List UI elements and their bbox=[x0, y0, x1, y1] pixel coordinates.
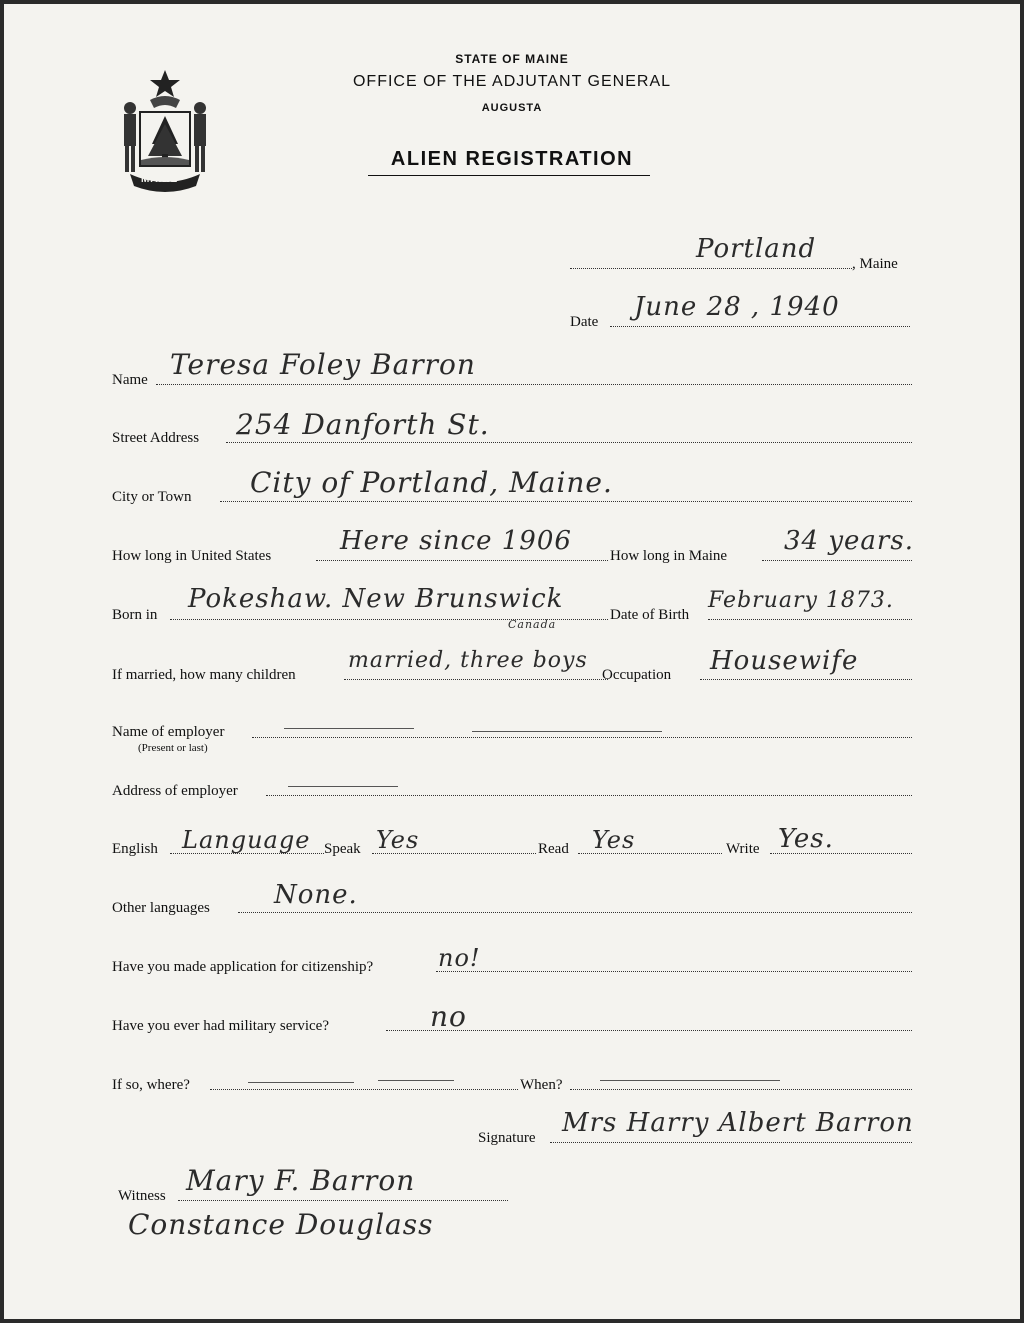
employer-name-dash-1 bbox=[284, 728, 414, 729]
name-line bbox=[156, 384, 912, 385]
read-value[interactable]: Yes bbox=[592, 826, 636, 854]
city-town-line bbox=[220, 501, 912, 502]
date-value[interactable]: June 28 , 1940 bbox=[634, 292, 840, 322]
born-in-value[interactable]: Pokeshaw. New Brunswick bbox=[188, 584, 564, 614]
children-line bbox=[344, 679, 608, 680]
signature-label: Signature bbox=[478, 1130, 536, 1146]
employer-name-dash-2 bbox=[472, 731, 662, 732]
write-label: Write bbox=[726, 841, 760, 857]
occupation-label: Occupation bbox=[602, 667, 672, 683]
military-value[interactable]: no bbox=[430, 1000, 467, 1033]
form-title: ALIEN REGISTRATION bbox=[390, 148, 634, 170]
name-value[interactable]: Teresa Foley Barron bbox=[170, 348, 476, 381]
citizenship-line bbox=[436, 971, 912, 972]
other-languages-label: Other languages bbox=[112, 900, 210, 916]
military-label: Have you ever had military service? bbox=[112, 1018, 329, 1034]
write-value[interactable]: Yes. bbox=[778, 824, 834, 854]
years-us-label: How long in United States bbox=[112, 548, 272, 564]
speak-label: Speak bbox=[324, 841, 361, 857]
employer-address-dash bbox=[288, 786, 398, 787]
children-label: If married, how many children bbox=[112, 667, 296, 683]
office-heading: OFFICE OF THE ADJUTANT GENERAL bbox=[352, 73, 672, 90]
place-value[interactable]: Portland bbox=[696, 234, 817, 264]
years-maine-value[interactable]: 34 years. bbox=[784, 526, 914, 556]
date-of-birth-value[interactable]: February 1873. bbox=[708, 588, 894, 613]
years-maine-line bbox=[762, 560, 912, 561]
when-line bbox=[570, 1089, 912, 1090]
state-heading: STATE OF MAINE bbox=[455, 52, 569, 66]
where-label: If so, where? bbox=[112, 1077, 190, 1093]
other-languages-value[interactable]: None. bbox=[274, 880, 358, 910]
english-label: English bbox=[112, 841, 158, 857]
name-label: Name bbox=[112, 372, 148, 388]
english-value[interactable]: Language bbox=[182, 826, 311, 854]
registration-form bbox=[4, 4, 1020, 1319]
years-maine-label: How long in Maine bbox=[610, 548, 728, 564]
when-label: When? bbox=[520, 1077, 563, 1093]
city-heading: AUGUSTA bbox=[481, 102, 543, 114]
title-underline bbox=[368, 175, 650, 176]
date-line bbox=[610, 326, 910, 327]
date-label: Date bbox=[570, 314, 599, 330]
witness-1-value[interactable]: Mary F. Barron bbox=[186, 1164, 416, 1197]
employer-address-line bbox=[266, 795, 912, 796]
seal-banner-text: MAINE bbox=[141, 174, 179, 185]
citizenship-label: Have you made application for citizenship? bbox=[112, 959, 374, 975]
years-us-line bbox=[316, 560, 608, 561]
employer-address-label: Address of employer bbox=[112, 783, 238, 799]
witness-label: Witness bbox=[118, 1188, 166, 1204]
place-line bbox=[570, 268, 852, 269]
children-value[interactable]: married, three boys bbox=[348, 648, 588, 673]
date-of-birth-line bbox=[708, 619, 912, 620]
place-suffix: , Maine bbox=[852, 256, 898, 272]
street-address-line bbox=[226, 442, 912, 443]
employer-name-sublabel: (Present or last) bbox=[138, 742, 208, 754]
citizenship-value[interactable]: no! bbox=[438, 944, 481, 972]
witness-line bbox=[178, 1200, 508, 1201]
employer-name-label: Name of employer bbox=[112, 724, 225, 740]
witness-2-value[interactable]: Constance Douglass bbox=[128, 1208, 434, 1241]
speak-value[interactable]: Yes bbox=[376, 826, 420, 854]
occupation-value[interactable]: Housewife bbox=[710, 646, 859, 676]
where-line bbox=[210, 1089, 518, 1090]
other-languages-line bbox=[238, 912, 912, 913]
signature-value[interactable]: Mrs Harry Albert Barron bbox=[562, 1108, 914, 1138]
when-dash bbox=[600, 1080, 780, 1081]
city-town-value[interactable]: City of Portland, Maine. bbox=[250, 466, 613, 499]
street-address-value[interactable]: 254 Danforth St. bbox=[236, 408, 490, 441]
born-in-label: Born in bbox=[112, 607, 158, 623]
born-in-note: Canada bbox=[508, 618, 557, 631]
street-address-label: Street Address bbox=[112, 430, 200, 446]
where-dash-1 bbox=[248, 1082, 354, 1083]
occupation-line bbox=[700, 679, 912, 680]
employer-name-line bbox=[252, 737, 912, 738]
signature-line bbox=[550, 1142, 912, 1143]
date-of-birth-label: Date of Birth bbox=[610, 607, 690, 623]
read-label: Read bbox=[538, 841, 569, 857]
city-town-label: City or Town bbox=[112, 489, 192, 505]
where-dash-2 bbox=[378, 1080, 454, 1081]
years-us-value[interactable]: Here since 1906 bbox=[340, 526, 572, 556]
